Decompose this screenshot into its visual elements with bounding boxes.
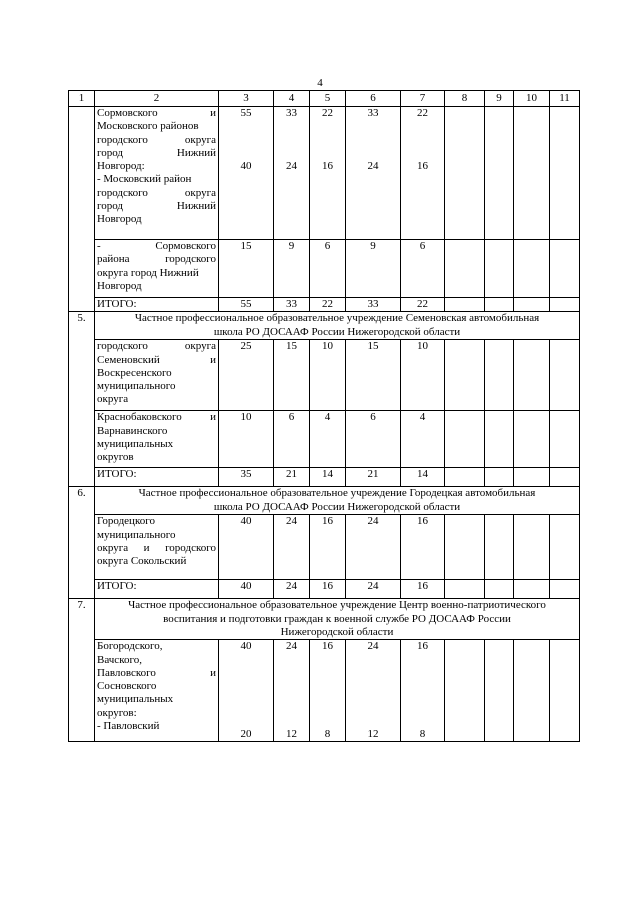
value-top: 22 (322, 107, 333, 119)
value-cell: 15 (274, 340, 310, 411)
value-mid: 16 (417, 160, 428, 173)
empty-cell (514, 580, 550, 599)
header-cell: 9 (485, 91, 514, 107)
district-line: Московского районов (97, 120, 199, 133)
value-top: 22 (417, 107, 428, 119)
section-title-line: Частное профессиональное образовательное учреждение Центр военно-патриотического (128, 599, 546, 612)
empty-cell (485, 298, 514, 312)
header-cell: 4 (274, 91, 310, 107)
value-cell: 9 (346, 240, 401, 298)
total-row (69, 298, 580, 312)
value-cell (310, 640, 346, 742)
district-cell (95, 411, 219, 468)
section-title-line: Частное профессиональное образовательное учреждение Семеновская автомобильная (134, 312, 540, 325)
district-line: городского округа (97, 340, 216, 353)
district-line: - Московский район (97, 173, 192, 186)
value-mid: 40 (240, 160, 252, 173)
empty-cell (445, 107, 485, 240)
district-line: округов (97, 451, 134, 464)
value-cell: 25 (219, 340, 274, 411)
section-number: 7. (69, 599, 95, 742)
district-line: Варнавинского (97, 424, 168, 437)
total-value: 22 (401, 298, 445, 312)
district-line: Вачского, (97, 653, 142, 666)
district-cell (95, 640, 219, 742)
value-top: 40 (240, 640, 252, 653)
value-bottom: 8 (419, 727, 426, 740)
empty-cell (550, 107, 580, 240)
district-line: Богородского, (97, 640, 163, 653)
total-label: ИТОГО: (95, 298, 219, 312)
header-cell: 1 (69, 91, 95, 107)
empty-cell (485, 640, 514, 742)
empty-cell (485, 340, 514, 411)
district-line: Новгород (97, 213, 142, 226)
value-cell: 10 (401, 340, 445, 411)
section-title-row (69, 487, 580, 515)
total-value: 22 (310, 298, 346, 312)
section-title (95, 599, 580, 640)
empty-cell (550, 240, 580, 298)
empty-cell (485, 107, 514, 240)
total-value: 40 (219, 580, 274, 599)
value-cell: 40 (219, 515, 274, 580)
district-line: Городецкого (97, 515, 155, 528)
value-cell: 6 (401, 240, 445, 298)
value-top: 16 (417, 640, 428, 653)
district-cell (95, 515, 219, 580)
header-cell: 2 (95, 91, 219, 107)
header-row (69, 91, 580, 107)
page-number: 4 (317, 77, 323, 89)
district-line: округа (97, 393, 129, 406)
table-row (69, 640, 580, 742)
district-line: - Сормовского (97, 240, 216, 252)
district-line: округа город Нижний (97, 266, 199, 279)
value-top: 33 (367, 107, 379, 119)
row-number-cell (69, 107, 95, 312)
empty-cell (514, 515, 550, 580)
header-cell: 3 (219, 91, 274, 107)
section-title (95, 487, 580, 515)
section-title-row (69, 312, 580, 340)
value-cell: 4 (310, 411, 346, 468)
total-value: 16 (310, 580, 346, 599)
section-title-row (69, 599, 580, 640)
empty-cell (445, 580, 485, 599)
district-line: района городского (97, 253, 216, 266)
header-cell: 10 (514, 91, 550, 107)
total-row (69, 580, 580, 599)
value-cell: 6 (310, 240, 346, 298)
district-line: город Нижний (97, 200, 216, 213)
value-bottom: 12 (367, 727, 379, 740)
value-cell: 15 (346, 340, 401, 411)
district-cell (95, 340, 219, 411)
total-value: 55 (219, 298, 274, 312)
district-line: муниципального (97, 380, 176, 393)
empty-cell (550, 411, 580, 468)
district-line: муниципальных (97, 437, 174, 450)
value-top: 55 (240, 107, 252, 119)
total-value: 21 (274, 468, 310, 487)
district-cell (95, 107, 219, 240)
empty-cell (485, 240, 514, 298)
district-line: Сосновского (97, 680, 157, 693)
section-number: 6. (69, 487, 95, 599)
value-cell: 15 (219, 240, 274, 298)
value-mid: 24 (367, 160, 379, 173)
empty-cell (445, 340, 485, 411)
empty-cell (514, 640, 550, 742)
value-cell (219, 640, 274, 742)
table-row (69, 240, 580, 298)
section-title-line: Частное профессиональное образовательное учреждение Городецкая автомобильная (138, 487, 536, 500)
empty-cell (550, 640, 580, 742)
empty-cell (550, 340, 580, 411)
value-cell (346, 640, 401, 742)
section-title-line: школа РО ДОСААФ России Нижегородской области (213, 500, 461, 513)
value-cell: 16 (401, 515, 445, 580)
district-line: город Нижний (97, 146, 216, 159)
district-line: муниципального (97, 528, 176, 541)
value-bottom: 12 (286, 727, 297, 740)
value-cell: 24 (274, 515, 310, 580)
table-row (69, 515, 580, 580)
district-cell (95, 240, 219, 298)
header-cell: 5 (310, 91, 346, 107)
empty-cell (514, 298, 550, 312)
section-title (95, 312, 580, 340)
table-row (69, 107, 580, 240)
header-cell: 6 (346, 91, 401, 107)
district-line: Павловского и (97, 666, 216, 679)
total-value: 33 (346, 298, 401, 312)
total-value: 35 (219, 468, 274, 487)
value-cell (219, 107, 274, 240)
empty-cell (485, 411, 514, 468)
section-number: 5. (69, 312, 95, 487)
header-cell: 8 (445, 91, 485, 107)
district-line: муниципальных (97, 693, 174, 706)
value-top: 16 (322, 640, 333, 653)
value-cell: 6 (274, 411, 310, 468)
total-value: 14 (401, 468, 445, 487)
value-cell: 6 (346, 411, 401, 468)
empty-cell (445, 240, 485, 298)
value-cell: 4 (401, 411, 445, 468)
district-line: округа и городского (97, 541, 216, 554)
district-line: округов: (97, 706, 137, 719)
header-cell: 11 (550, 91, 580, 107)
empty-cell (485, 468, 514, 487)
value-cell (274, 640, 310, 742)
total-value: 16 (401, 580, 445, 599)
empty-cell (514, 340, 550, 411)
section-title-line: воспитания и подготовки граждан к военной службе РО ДОСААФ России (163, 612, 511, 625)
empty-cell (485, 580, 514, 599)
total-row (69, 468, 580, 487)
empty-cell (550, 515, 580, 580)
header-cell: 7 (401, 91, 445, 107)
value-cell: 16 (310, 515, 346, 580)
district-line: Воскресенского (97, 366, 172, 379)
value-cell (310, 107, 346, 240)
value-cell: 24 (346, 515, 401, 580)
value-cell: 9 (274, 240, 310, 298)
section-title-line: Нижегородской области (280, 625, 394, 638)
table-row (69, 411, 580, 468)
empty-cell (514, 240, 550, 298)
distribution-table (68, 90, 580, 742)
district-line: Новгород: (97, 160, 145, 173)
empty-cell (550, 468, 580, 487)
value-cell (401, 107, 445, 240)
empty-cell (445, 468, 485, 487)
value-top: 24 (367, 640, 379, 653)
value-mid: 16 (322, 160, 333, 173)
empty-cell (550, 580, 580, 599)
empty-cell (514, 468, 550, 487)
value-bottom: 8 (324, 727, 331, 740)
empty-cell (445, 515, 485, 580)
total-value: 14 (310, 468, 346, 487)
district-line: округа Сокольский (97, 555, 187, 568)
value-cell (401, 640, 445, 742)
total-value: 24 (346, 580, 401, 599)
total-value: 33 (274, 298, 310, 312)
value-top: 33 (286, 107, 297, 119)
total-value: 21 (346, 468, 401, 487)
section-title-line: школа РО ДОСААФ России Нижегородской области (213, 325, 461, 338)
district-line: городского округа (97, 186, 216, 199)
empty-cell (485, 515, 514, 580)
value-cell: 10 (310, 340, 346, 411)
table-row (69, 340, 580, 411)
value-mid: 24 (286, 160, 297, 173)
value-cell (346, 107, 401, 240)
empty-cell (514, 411, 550, 468)
district-line: Семеновский и (97, 353, 216, 366)
district-line: Краснобаковского и (97, 411, 216, 424)
district-line: Новгород (97, 279, 142, 292)
empty-cell (550, 298, 580, 312)
empty-cell (445, 411, 485, 468)
empty-cell (445, 298, 485, 312)
value-bottom: 20 (240, 727, 252, 740)
empty-cell (445, 640, 485, 742)
district-line: Сормовского и (97, 107, 216, 119)
total-value: 24 (274, 580, 310, 599)
district-line: городского округа (97, 133, 216, 146)
district-line: - Павловский (97, 720, 160, 733)
value-cell: 10 (219, 411, 274, 468)
value-cell (274, 107, 310, 240)
empty-cell (514, 107, 550, 240)
total-label: ИТОГО: (95, 468, 219, 487)
total-label: ИТОГО: (95, 580, 219, 599)
value-top: 24 (286, 640, 297, 653)
